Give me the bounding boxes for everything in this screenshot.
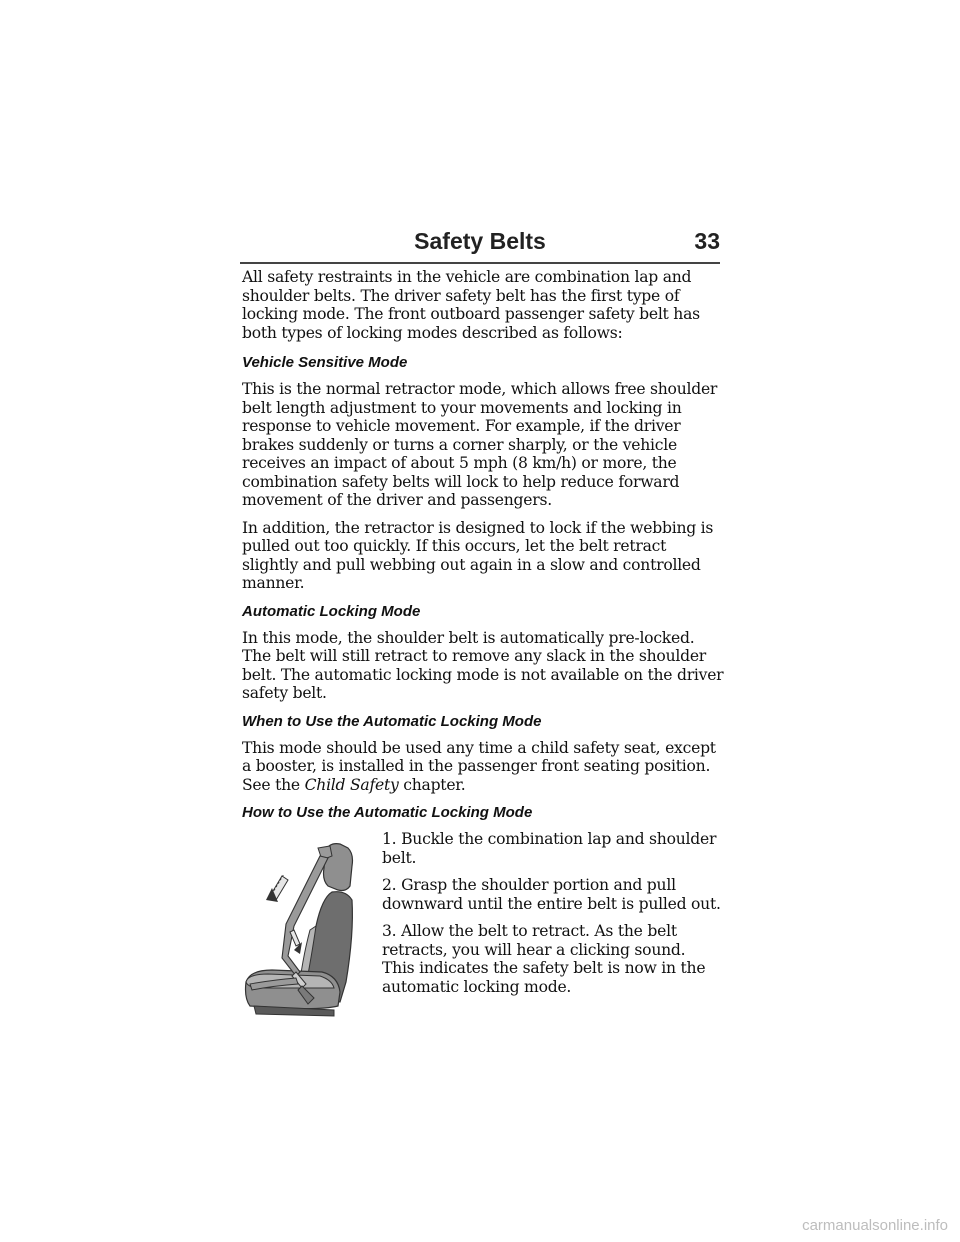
step-3: 3. Allow the belt to retract. As the belt retracts, you will hear a clicking sound. This indicates the safety belt is now in the automatic locking mode. (382, 922, 706, 996)
heading-automatic-locking-mode: Automatic Locking Mode (242, 602, 421, 620)
how-to-use-block (242, 830, 724, 1030)
heading-vehicle-sensitive-mode: Vehicle Sensitive Mode (242, 354, 408, 371)
vehicle-sensitive-paragraph-2: In addition, the retractor is designed to lock if the webbing is pulled out too quickly. If this occurs, let the belt retract slightly and pull webbing out again in a slow and controlled manner. (242, 518, 714, 592)
intro-paragraph: All safety restraints in the vehicle are combination lap and shoulder belts. The driver safety belt has the first type of locking mode. The front outboard passenger safety belt has both types of locking modes described as follows: (242, 268, 700, 342)
when-to-use-text: This mode should be used any time a child safety seat, except a booster, is installed in the passenger front seating position. See the (242, 738, 716, 794)
step-1: 1. Buckle the combination lap and shoulder belt. (382, 830, 717, 867)
page-title: Safety Belts (414, 228, 546, 254)
when-to-use-paragraph (242, 739, 724, 795)
watermark: carmanualsonline.info (802, 1217, 948, 1234)
steps-list (382, 830, 722, 1005)
seat-belt-illustration (242, 834, 377, 1022)
child-safety-reference: Child Safety (304, 775, 399, 794)
page-content (242, 268, 724, 1030)
heading-when-to-use: When to Use the Automatic Locking Mode (242, 712, 542, 730)
page-number: 33 (694, 228, 720, 254)
step-2: 2. Grasp the shoulder portion and pull downward until the entire belt is pulled out. (382, 876, 721, 913)
automatic-locking-paragraph: In this mode, the shoulder belt is automatically pre-locked. The belt will still retract to remove any slack in the shoulder belt. The automatic locking mode is not available on the driver safety belt. (242, 628, 724, 702)
vehicle-sensitive-paragraph-1: This is the normal retractor mode, which allows free shoulder belt length adjustment to your movements and locking in response to vehicle movement. For example, if the driver brakes suddenly or turns a corner sharply, or the vehicle receives an impact of about 5 mph (8 km/h) or more, the combination safety belts will lock to help reduce forward movement of the driver and passengers. (242, 380, 718, 509)
heading-how-to-use: How to Use the Automatic Locking Mode (242, 804, 533, 821)
when-to-use-text-end: chapter. (398, 775, 466, 794)
page-header (240, 228, 720, 264)
